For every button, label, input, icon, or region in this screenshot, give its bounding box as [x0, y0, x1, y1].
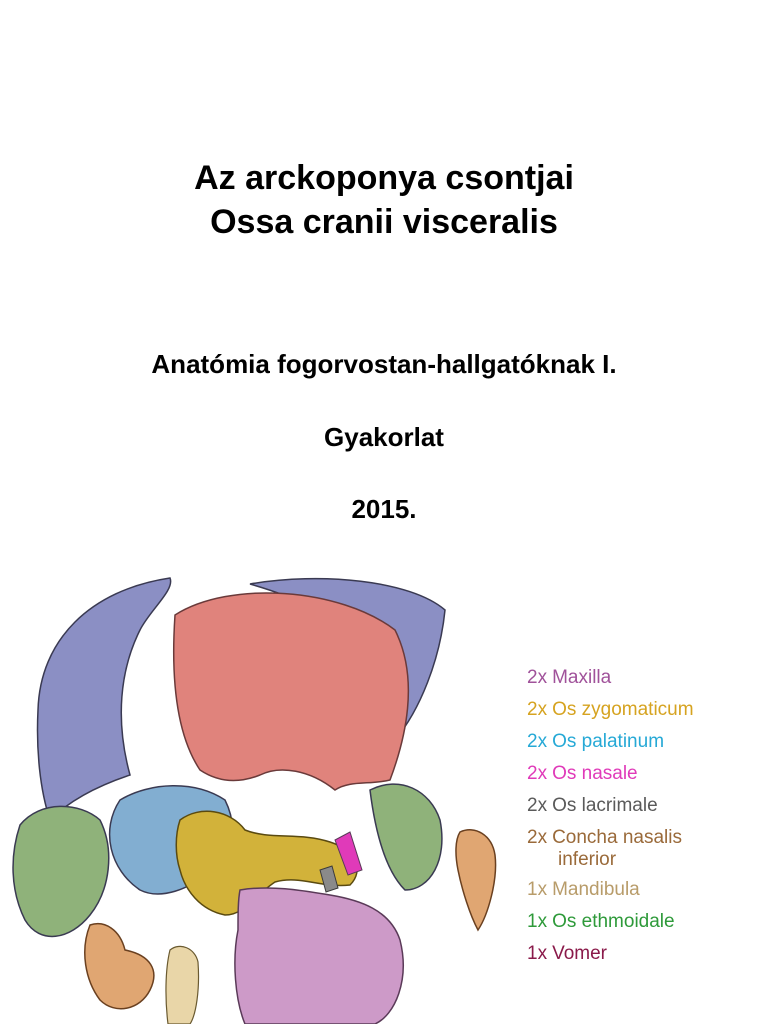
legend-bone-name: Vomer [552, 943, 607, 964]
legend-bone-name: Mandibula [552, 879, 640, 900]
legend-bone-name: Concha nasalis [552, 827, 682, 848]
legend-count: 2x [527, 667, 548, 688]
legend-item [527, 906, 763, 938]
maxilla [235, 888, 403, 1024]
legend-count: 2x [527, 731, 548, 752]
legend-count: 2x [527, 827, 548, 848]
legend-item [527, 726, 763, 758]
title-line-2: Ossa cranii visceralis [210, 203, 558, 241]
course-name: Anatómia fogorvostan-hallgatóknak I. [151, 349, 617, 379]
mandible-fragment-right [456, 830, 496, 930]
title-line-1: Az arckoponya csontjai [194, 159, 574, 197]
legend-item [527, 758, 763, 790]
legend-bone-name: Maxilla [552, 667, 612, 688]
legend-bone-name: Os palatinum [552, 731, 665, 752]
legend-count: 2x [527, 795, 548, 816]
hyoid-piece [166, 946, 199, 1024]
temporal-bone-left [13, 806, 109, 936]
legend-bone-name: Os nasale [552, 763, 638, 784]
legend-bone-name-continued: inferior [558, 849, 617, 870]
legend-count: 1x [527, 943, 548, 964]
legend-item [527, 874, 763, 906]
exploded-skull-illustration [0, 570, 510, 1024]
temporal-bone-right [370, 784, 442, 890]
legend-item [527, 790, 763, 822]
mandible-fragment-left [85, 924, 154, 1009]
frontal-bone [174, 593, 409, 790]
legend-bone-name: Os ethmoidale [552, 911, 675, 932]
legend-count: 2x [527, 699, 548, 720]
session-type: Gyakorlat [324, 422, 444, 452]
legend-bone-name: Os zygomaticum [552, 699, 694, 720]
legend-count: 2x [527, 763, 548, 784]
legend-count: 1x [527, 911, 548, 932]
parietal-bone-left [38, 578, 171, 820]
bone-legend [527, 662, 763, 970]
legend-bone-name: Os lacrimale [552, 795, 658, 816]
legend-count: 1x [527, 879, 548, 900]
legend-item [527, 662, 763, 694]
year: 2015. [351, 494, 417, 524]
legend-item [527, 822, 763, 872]
legend-item [527, 938, 763, 970]
legend-item [527, 694, 763, 726]
